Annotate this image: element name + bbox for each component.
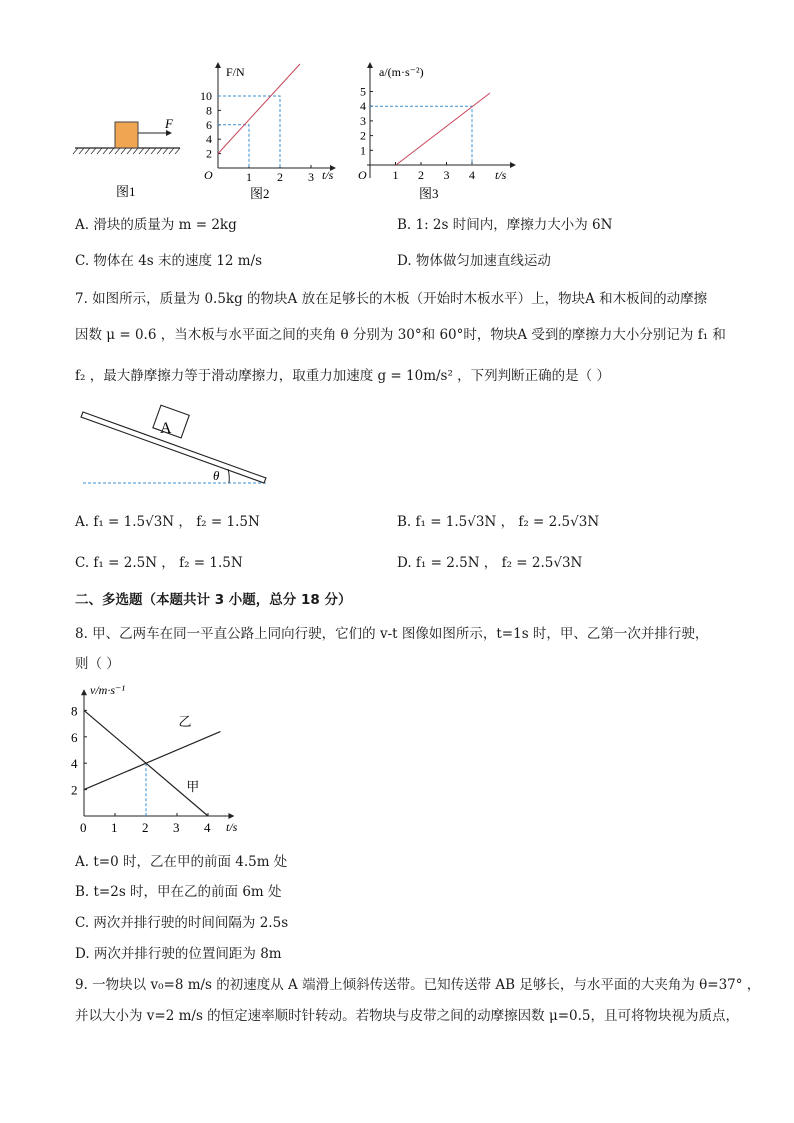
q7-figure — [78, 400, 278, 490]
q7-option-d: D. f₁ = 2.5N ， f₂ = 2.5√3N — [397, 555, 583, 571]
q6-fig3-xtick-label: 4 — [469, 168, 475, 182]
q6-figure2 — [198, 60, 343, 202]
q6-figure3 — [355, 60, 530, 202]
q6-fig3-ytick-label: 4 — [360, 99, 366, 114]
q6-fig3-guide-4 — [370, 106, 472, 165]
q6-fig3-xtick-label: 1 — [392, 168, 399, 182]
q8-vt-chart — [70, 675, 260, 840]
q6-fig3-origin: O — [358, 168, 367, 182]
q6-fig3-xtick-label: 3 — [443, 168, 450, 182]
q6-block — [115, 122, 138, 148]
q6-option-a: A. 滑块的质量为 m = 2kg — [75, 217, 237, 233]
q8-ytick-label: 6 — [71, 729, 78, 745]
q6-fig2-ytick-label: 10 — [200, 89, 212, 103]
section2-heading: 二、多选题（本题共计 3 小题，总分 18 分） — [75, 592, 352, 608]
q6-fig3-ylabel: a/(m·s⁻²) — [379, 65, 424, 79]
q8-chart-ylabel: v/m·s⁻¹ — [90, 683, 125, 697]
q8-series-jia-label: 甲 — [186, 778, 200, 794]
q6-fig3-caption: 图3 — [419, 186, 439, 201]
q6-fig3-y-ticks — [360, 85, 373, 158]
q8-x-axis-arrow — [228, 813, 234, 819]
q7-block-label: A — [160, 420, 172, 437]
q8-stem-line1: 8. 甲、乙两车在同一平直公路上同向行驶，它们的 v-t 图像如图所示，t=1s 时，甲、乙第一次并排行驶， — [75, 626, 709, 642]
q7-angle-label: θ — [213, 468, 220, 483]
q6-option-c: C. 物体在 4s 末的速度 12 m/s — [75, 253, 263, 269]
q6-fig3-ytick-label: 3 — [360, 113, 366, 128]
q8-xtick-label: 0 — [80, 820, 87, 835]
q6-fig3-xlabel: t/s — [495, 168, 507, 182]
q7-angle-arc — [228, 469, 229, 483]
q6-fig2-xtick-label: 2 — [277, 170, 283, 184]
q6-fig3-ytick-label: 2 — [360, 128, 366, 143]
q8-y-axis-arrow — [81, 689, 87, 695]
q6-fig2-ytick-label: 4 — [206, 132, 212, 147]
q8-xtick-label: 2 — [142, 820, 149, 835]
q8-option-d: D. 两次并排行驶的位置间距为 8m — [75, 946, 282, 962]
q8-chart-xlabel: t/s — [226, 820, 238, 834]
q6-force-label: F — [165, 116, 173, 131]
q7-stem-line3: f₂ ，最大静摩擦力等于滑动摩擦力，取重力加速度 g = 10m/s² ，下列判断正确的是（ ） — [75, 368, 610, 384]
q8-ytick-label: 8 — [71, 703, 78, 719]
q6-fig2-ytick-label: 8 — [206, 103, 212, 118]
q8-option-b: B. t=2s 时，甲在乙的前面 6m 处 — [75, 884, 282, 900]
q6-fig3-ytick-label: 5 — [360, 84, 366, 99]
q7-option-b: B. f₁ = 1.5√3N ， f₂ = 2.5√3N — [397, 514, 600, 530]
q6-fig2-ytick-label: 2 — [206, 146, 212, 161]
q8-xtick-label: 1 — [111, 820, 118, 835]
q8-xtick-label: 4 — [204, 820, 211, 835]
q8-option-c: C. 两次并排行驶的时间间隔为 2.5s — [75, 915, 289, 931]
q7-stem-line1: 7. 如图所示，质量为 0.5kg 的物块A 放在足够长的木板（开始时木板水平）上，物块A 和木板间的动摩擦 — [75, 291, 708, 307]
q6-option-d: D. 物体做匀加速直线运动 — [397, 253, 551, 269]
q7-option-a: A. f₁ = 1.5√3N ， f₂ = 1.5N — [75, 514, 260, 530]
q8-ytick-label: 4 — [71, 756, 78, 772]
q6-fig1-caption: 图1 — [116, 184, 136, 198]
q6-fig2-xtick-label: 1 — [246, 170, 252, 184]
q6-fig3-ytick-label: 1 — [360, 143, 366, 158]
q7-stem-line2: 因数 μ = 0.6 ，当木板与水平面之间的夹角 θ 分别为 30°和 60°时，物块A 受到的摩擦力大小分别记为 f₁ 和 — [75, 327, 726, 343]
q8-stem-line2: 则（ ） — [75, 656, 120, 672]
q6-fig2-caption: 图2 — [250, 186, 270, 201]
q6-fig2-guide-6 — [218, 125, 249, 168]
q9-stem-line2: 并以大小为 v=2 m/s 的恒定速率顺时针转动。若物块与皮带之间的动摩擦因数 μ=0.5，且可将物块视为质点， — [75, 1008, 740, 1024]
q6-figure1 — [70, 108, 190, 198]
q8-option-a: A. t=0 时，乙在甲的前面 4.5m 处 — [75, 854, 288, 870]
q6-fig2-ytick-label: 6 — [206, 117, 212, 132]
q8-series-yi-label: 乙 — [178, 714, 192, 730]
q6-fig2-ylabel: F/N — [226, 65, 245, 79]
q6-fig3-xtick-label: 2 — [418, 168, 424, 182]
q6-fig2-origin: O — [204, 168, 213, 182]
q9-stem-line1: 9. 一物块以 v₀=8 m/s 的初速度从 A 端滑上倾斜传送带。已知传送带 AB 足够长，与水平面的大夹角为 θ=37° ， — [75, 977, 761, 993]
q6-fig2-guide-10 — [218, 96, 280, 168]
q6-fig2-xtick-label: 3 — [308, 170, 314, 184]
q6-fig2-xlabel: t/s — [322, 168, 334, 182]
q6-option-b: B. 1: 2s 时间内，摩擦力大小为 6N — [397, 217, 613, 233]
q6-fig3-line — [396, 93, 490, 165]
q7-option-c: C. f₁ = 2.5N ， f₂ = 1.5N — [75, 555, 243, 571]
q8-xtick-label: 3 — [173, 820, 180, 835]
q8-series-yi-line — [84, 732, 220, 790]
q8-ytick-label: 2 — [71, 782, 78, 798]
